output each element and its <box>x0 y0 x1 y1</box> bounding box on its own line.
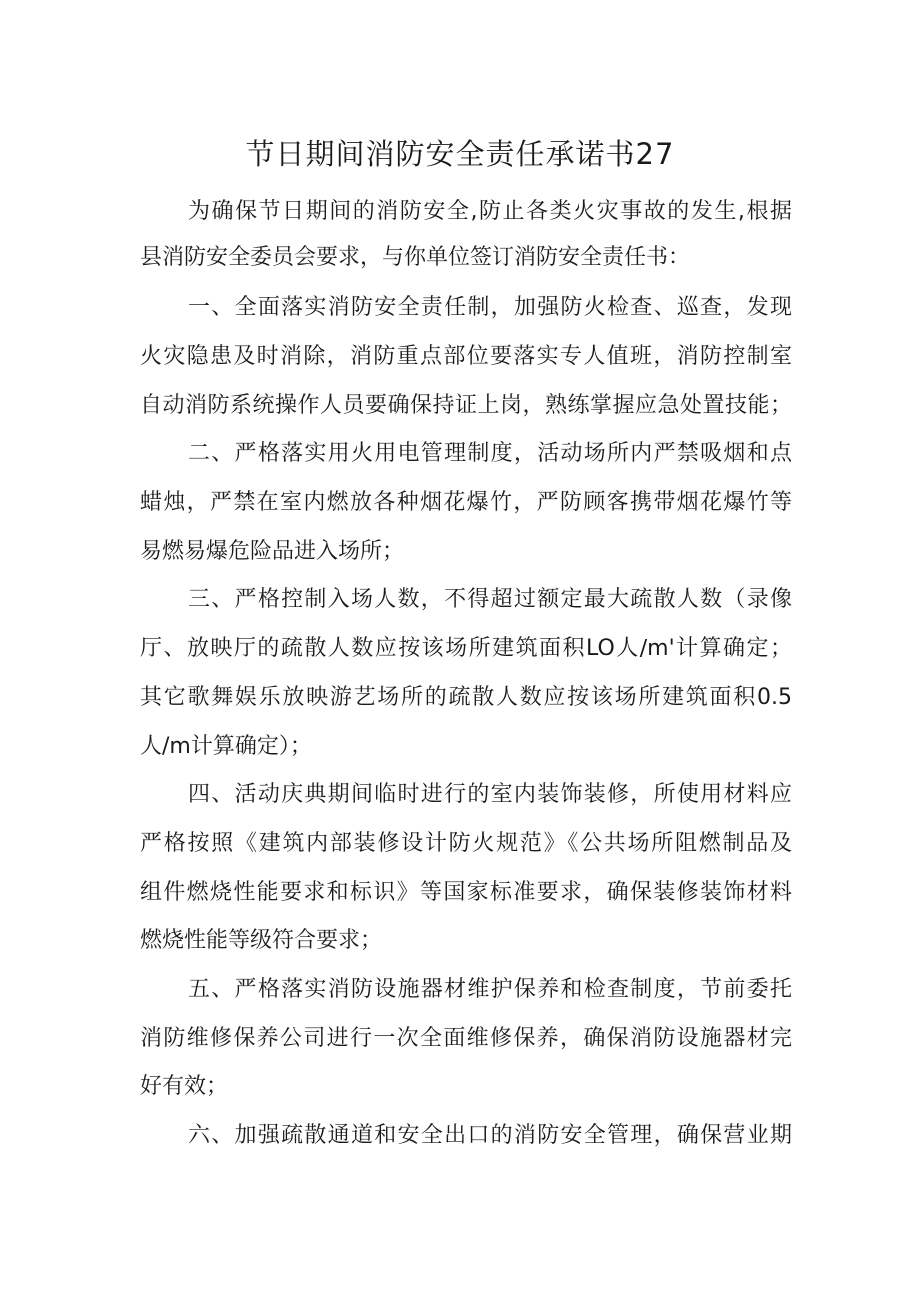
paragraph-line: 自动消防系统操作人员要确保持证上岗，熟练掌握应急处置技能； <box>140 393 792 418</box>
paragraph-line: 县消防安全委员会要求，与你单位签订消防安全责任书： <box>140 245 691 270</box>
paragraph-line: 燃烧性能等级符合要求； <box>140 928 383 953</box>
paragraph-line: 四、活动庆典期间临时进行的室内装饰装修，所使用材料应 <box>188 782 792 807</box>
paragraph-line: 六、加强疏散通道和安全出口的消防安全管理，确保营业期 <box>188 1123 792 1148</box>
paragraph-line: 消防维修保养公司进行一次全面维修保养，确保消防设施器材完 <box>140 1026 792 1051</box>
paragraph-line: 火灾隐患及时消除，消防重点部位要落实专人值班，消防控制室 <box>140 344 792 369</box>
paragraph-line: 组件燃烧性能要求和标识》等国家标准要求，确保装修装饰材料 <box>140 880 792 905</box>
paragraph-line: 三、严格控制入场人数，不得超过额定最大疏散人数（录像 <box>188 587 792 612</box>
paragraph-line: 二、严格落实用火用电管理制度，活动场所内严禁吸烟和点 <box>188 441 792 466</box>
paragraph-line: 蜡烛，严禁在室内燃放各种烟花爆竹，严防顾客携带烟花爆竹等 <box>140 490 792 515</box>
paragraph-line: 五、严格落实消防设施器材维护保养和检查制度，节前委托 <box>188 977 792 1002</box>
paragraph-line: 为确保节日期间的消防安全,防止各类火灾事故的发生,根据 <box>188 199 792 224</box>
document-title: 节日期间消防安全责任承诺书27 <box>245 137 675 171</box>
paragraph-line: 好有效； <box>140 1074 229 1099</box>
paragraph-line: 其它歌舞娱乐放映游艺场所的疏散人数应按该场所建筑面积0.5 <box>140 685 792 710</box>
paragraph-line: 人/m计算确定）； <box>140 734 312 759</box>
paragraph-line: 一、全面落实消防安全责任制，加强防火检查、巡查，发现 <box>188 295 792 320</box>
paragraph-line: 厅、放映厅的疏散人数应按该场所建筑面积LO人∕m'计算确定； <box>140 636 792 661</box>
paragraph-line: 严格按照《建筑内部装修设计防火规范》《公共场所阻燃制品及 <box>140 831 792 856</box>
paragraph-line: 易燃易爆危险品进入场所； <box>140 539 405 564</box>
